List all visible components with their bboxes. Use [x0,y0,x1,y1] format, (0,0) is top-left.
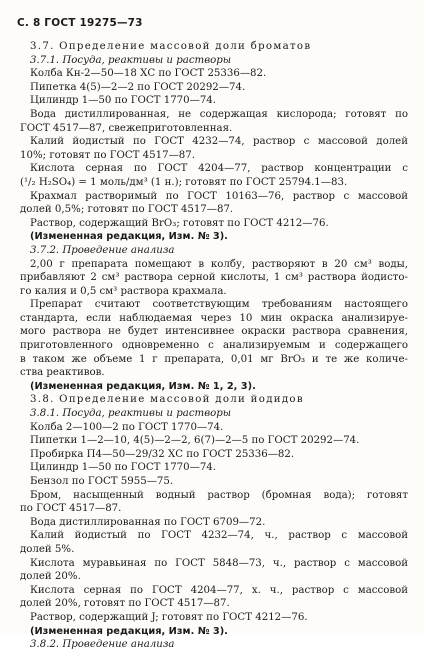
text-line: долей 5%. [20,543,75,555]
text-line: долей 20%. [20,571,81,583]
text-line: Пробирка П4—50—29/32 ХС по ГОСТ 25336—82. [30,448,295,460]
text-line: Цилиндр 1—50 по ГОСТ 1770—74. [30,462,217,474]
text-line: ГОСТ 4517—87, свежеприготовленная. [20,122,233,134]
text-line: Пипетки 1—2—10, 4(5)—2—2, 6(7)—2—5 по ГОСТ 20292—74. [30,435,360,447]
text-line: Кислота серная по ГОСТ 4204—77, раствор концентрации с [30,163,408,175]
subsection-heading: 3.7.2. Проведение анализа [30,244,175,256]
text-line: 2,00 г препарата помещают в колбу, растворяют в 20 см³ воды, [30,258,408,270]
text-line: Бром, насыщенный водный раствор (бромная вода); готовят [30,489,408,501]
text-line: Раствор, содержащий J; готовят по ГОСТ 4212—76. [30,611,308,623]
text-line: в таком же объеме 1 г препарата, 0,01 мг BrO₃ и те же количе- [20,353,408,365]
text-line: Колба 2—100—2 по ГОСТ 1770—74. [30,421,224,433]
text-line: по ГОСТ 4517—87. [20,503,122,515]
text-line: Вода дистиллированная по ГОСТ 6709—72. [30,516,266,528]
text-line: Вода дистиллированная, не содержащая кислорода; готовят по [30,108,408,120]
text-line: Бензол по ГОСТ 5955—75. [30,476,174,487]
text-line: Крахмал растворимый по ГОСТ 10163—76, раствор с массовой [30,190,408,202]
text-line: (¹/₂ H₂SO₄) = 1 моль/дм³ (1 н.); готовят по ГОСТ 25794.1—83. [20,176,348,188]
text-line: долей 20%, готовят по ГОСТ 4517—87. [20,598,230,610]
amendment-note: (Измененная редакция, Изм. № 3). [30,625,228,637]
text-line: ства реактивов. [20,367,105,379]
text-line: приготовленного одновременно с анализируемым и содержащего [20,340,408,352]
text-line: Калий йодистый по ГОСТ 4232—74, раствор с массовой долей [30,136,408,148]
text-line: Кислота серная по ГОСТ 4204—77, х. ч., раствор с массовой [30,584,408,596]
document-body [20,40,408,652]
amendment-note: (Измененная редакция, Изм. № 3). [30,231,228,243]
text-line: 10%; готовят по ГОСТ 4517—87. [20,149,195,161]
section-heading: 3.8. Определение массовой доли йодидов [30,394,304,406]
amendment-note: (Измененная редакция, Изм. № 1, 2, 3). [30,380,256,392]
text-line: Раствор, содержащий BrO₃; готовят по ГОСТ 4212—76. [30,217,329,229]
text-line: Колба Кн-2—50—18 ХС по ГОСТ 25336—82. [30,68,267,80]
text-line: Пипетка 4(5)—2—2 по ГОСТ 20292—74. [30,81,246,93]
page-header: С. 8 ГОСТ 19275—73 [17,17,143,29]
text-line: го калия и 0,5 см³ раствора крахмала. [20,285,227,297]
text-line: Цилиндр 1—50 по ГОСТ 1770—74. [30,95,217,107]
text-line: Калий йодистый по ГОСТ 4232—74, ч., раствор с массовой [30,530,408,542]
text-line: мого раствора не будет интенсивнее окраски раствора сравнения, [20,326,408,338]
text-line: прибавляют 2 см³ раствора серной кислоты, 1 см³ раствора йодисто- [20,272,408,284]
subsection-heading: 3.8.1. Посуда, реактивы и растворы [30,408,232,420]
text-line: Препарат считают соответствующим требованиям настоящего [30,299,408,311]
section-heading: 3.7. Определение массовой доли броматов [30,41,312,52]
text-line: Кислота муравьиная по ГОСТ 5848—73, ч., раствор с массовой [30,557,408,569]
subsection-heading: 3.7.1. Посуда, реактивы и растворы [30,54,232,66]
text-line: стандарта, если наблюдаемая через 10 мин окраска анализируе- [20,312,408,324]
subsection-heading: 3.8.2. Проведение анализа [30,639,175,651]
text-line: долей 0,5%; готовят по ГОСТ 4517—87. [20,204,234,216]
